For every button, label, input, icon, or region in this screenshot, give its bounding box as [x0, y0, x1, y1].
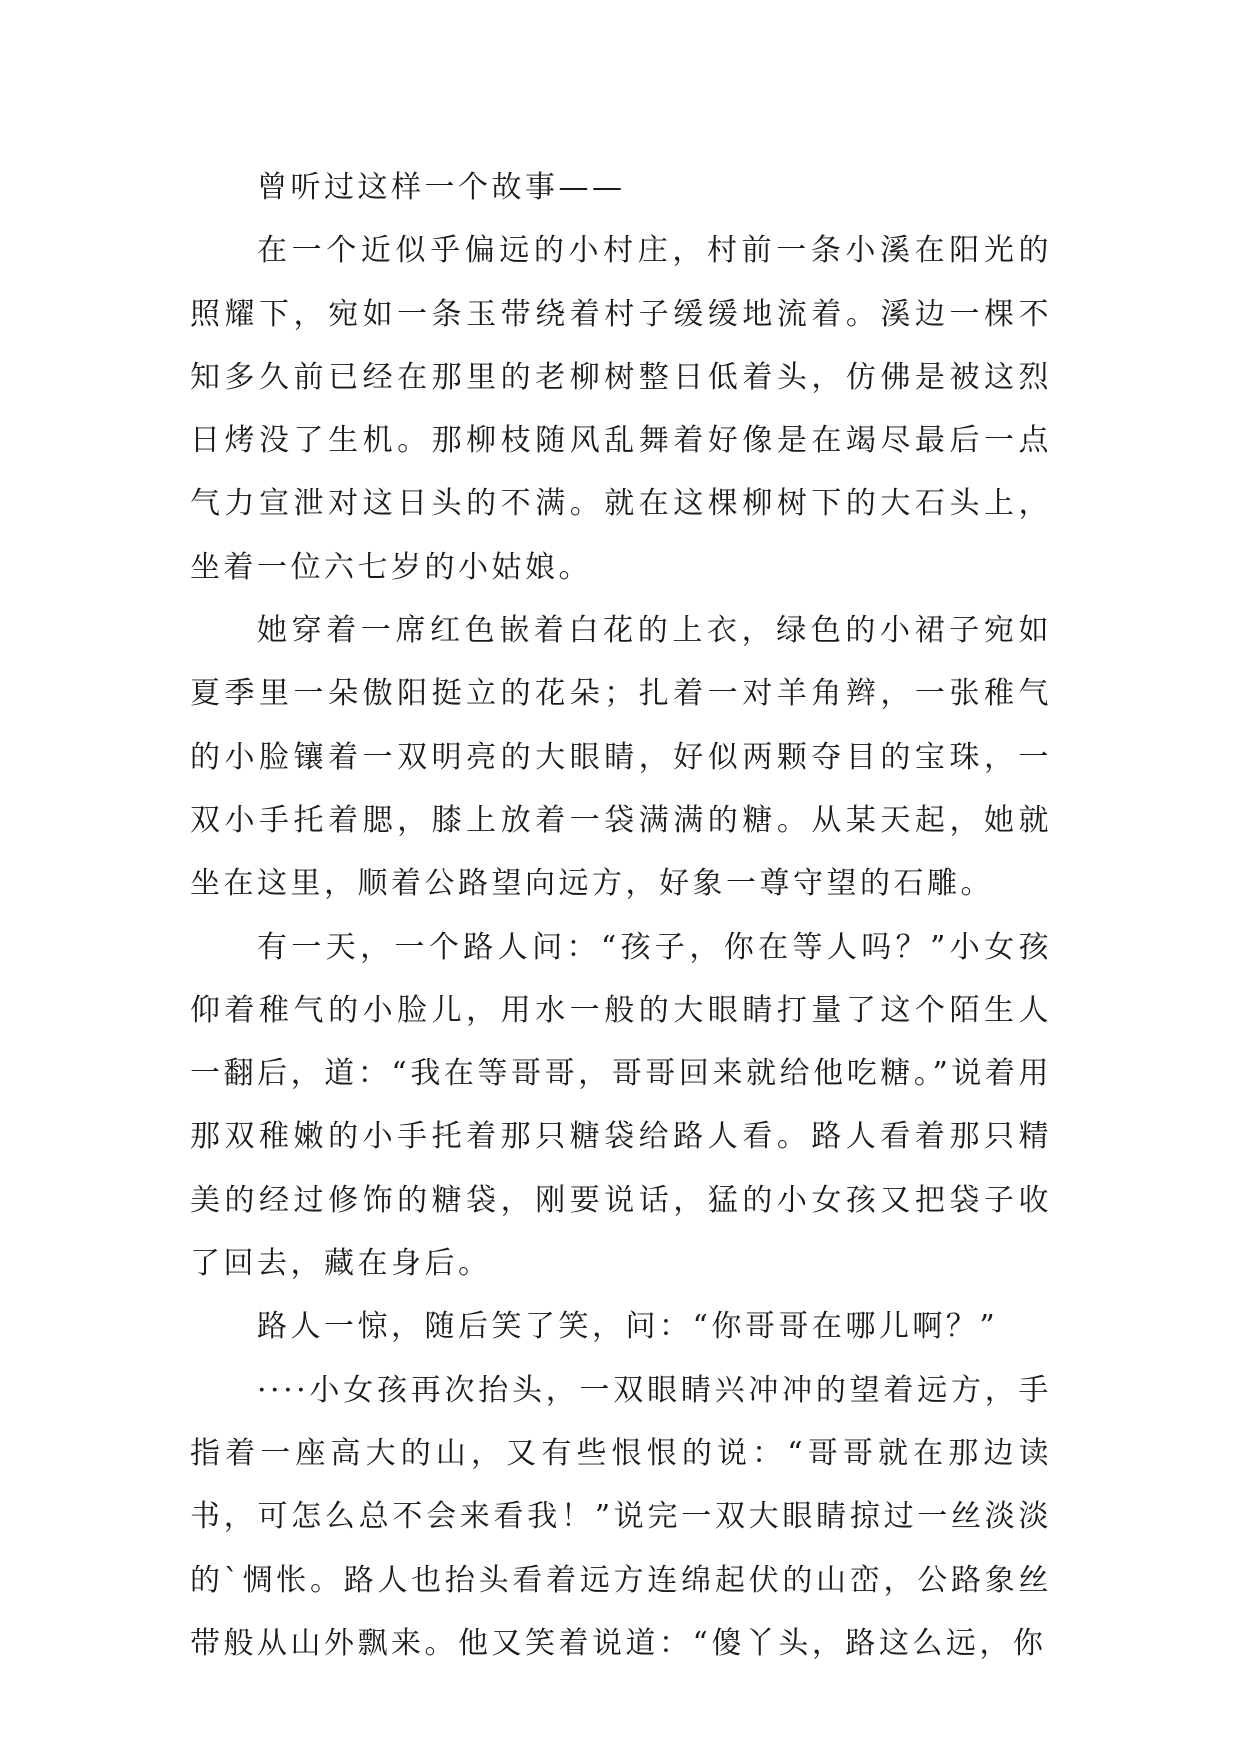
paragraph-village: 在一个近似乎偏远的小村庄，村前一条小溪在阳光的照耀下，宛如一条玉带绕着村子缓缓地流着。溪边一棵不知多久前已经在那里的老柳树整日低着头，仿佛是被这烈日烤没了生机。那柳枝随风乱舞着好像是在竭尽最后一点气力宣泄对这日头的不满。就在这棵柳树下的大石头上，坐着一位六七岁的小姑娘。 [190, 233, 1052, 585]
story-body [190, 156, 1052, 1675]
paragraph-where-brother: 路人一惊，随后笑了笑，问：“你哥哥在哪儿啊？” [257, 1309, 999, 1345]
paragraph-passerby-question: 有一天，一个路人问：“孩子，你在等人吗？”小女孩仰着稚气的小脸儿，用水一般的大眼睛打量了这个陌生人一翻后，道：“我在等哥哥，哥哥回来就给他吃糖。”说着用那双稚嫩的小手托着那只糖袋给路人看。路人看着那只精美的经过修饰的糖袋，刚要说话，猛的小女孩又把袋子收了回去，藏在身后。 [190, 929, 1052, 1282]
paragraph-mountain: ····小女孩再次抬头，一双眼睛兴冲冲的望着远方，手指着一座高大的山，又有些恨恨的说：“哥哥就在那边读书，可怎么总不会来看我！”说完一双大眼睛掠过一丝淡淡的`惆怅。路人也抬头看着远方连绵起伏的山峦，公路象丝带般从山外飘来。他又笑着说道：“傻丫头，路这么远，你 [190, 1372, 1052, 1661]
paragraph-intro: 曾听过这样一个故事—— [257, 170, 626, 205]
paragraph-girl-description: 她穿着一席红色嵌着白花的上衣，绿色的小裙子宛如夏季里一朵傲阳挺立的花朵；扎着一对羊角辫，一张稚气的小脸镶着一双明亮的大眼睛，好似两颗夺目的宝珠，一双小手托着腮，膝上放着一袋满满的糖。从某天起，她就坐在这里，顺着公路望向远方，好象一尊守望的石雕。 [190, 613, 1052, 902]
